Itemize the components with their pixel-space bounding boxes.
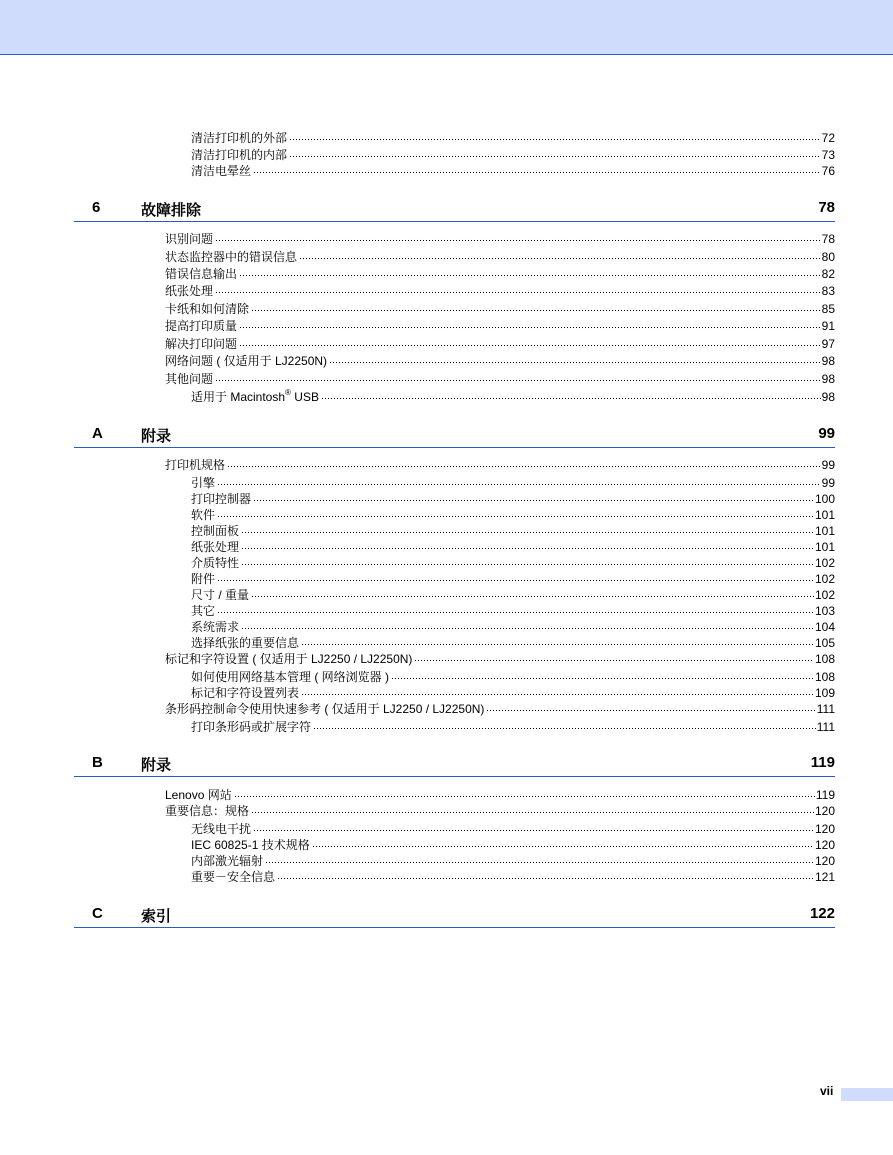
toc-entry[interactable] <box>165 803 835 819</box>
dot-leader <box>251 803 814 815</box>
toc-entry[interactable] <box>191 837 835 853</box>
toc-entry[interactable] <box>165 266 835 282</box>
toc-entry-page: 98 <box>821 390 835 404</box>
toc-entry-page: 102 <box>814 556 835 570</box>
toc-entry-title: 解决打印问题 <box>165 337 238 351</box>
toc-entry-macintosh-usb[interactable] <box>191 389 835 405</box>
toc-entry-title-text: 适用于 Macintosh <box>191 390 286 404</box>
toc-entry-page: 111 <box>816 702 835 716</box>
toc-entry-title <box>191 389 321 405</box>
toc-entry[interactable] <box>165 231 835 247</box>
toc-entry-title: 附件 <box>191 572 216 586</box>
toc-entry-title: IEC 60825-1 技术规格 <box>191 838 310 852</box>
toc-entry[interactable] <box>191 539 835 555</box>
toc-entry-title: 系统需求 <box>191 620 240 634</box>
toc-entry-page: 108 <box>814 670 835 684</box>
toc-entry-page: 99 <box>821 476 835 490</box>
chapter-number: A <box>92 425 103 442</box>
chapter-page: 99 <box>818 425 835 442</box>
toc-entry-title: 识别问题 <box>165 232 214 246</box>
toc-entry[interactable] <box>191 669 835 685</box>
toc-entry-title: 尺寸 / 重量 <box>191 588 250 602</box>
toc-entry-title: 内部激光辐射 <box>191 854 264 868</box>
chapter-heading-6[interactable] <box>74 199 835 222</box>
toc-entry[interactable] <box>191 853 835 869</box>
chapter-page: 78 <box>818 199 835 216</box>
chapter-heading-a[interactable] <box>74 425 835 448</box>
chapter-title: 附录 <box>141 428 172 445</box>
toc-entry[interactable] <box>191 869 835 885</box>
toc-entry-title: 标记和字符设置 ( 仅适用于 LJ2250 / LJ2250N) <box>165 652 413 666</box>
dot-leader <box>241 619 814 631</box>
toc-entry-page: 121 <box>814 870 835 884</box>
toc-entry[interactable] <box>191 507 835 523</box>
dot-leader <box>239 318 821 330</box>
toc-entry-title: Lenovo 网站 <box>165 788 232 802</box>
dot-leader <box>253 821 814 833</box>
dot-leader <box>329 353 821 365</box>
toc-entry-title: 打印控制器 <box>191 492 252 506</box>
toc-entry[interactable] <box>191 821 835 837</box>
toc-entry-clean-exterior[interactable] <box>191 130 835 146</box>
toc-entry-title: 重要信息：规格 <box>165 804 250 818</box>
dot-leader <box>253 491 814 503</box>
dot-leader <box>299 249 821 261</box>
toc-entry[interactable] <box>191 719 835 735</box>
toc-entry-title: 纸张处理 <box>191 540 240 554</box>
toc-entry-page: 120 <box>814 854 835 868</box>
toc-entry[interactable] <box>165 651 835 667</box>
dot-leader <box>217 603 814 615</box>
toc-entry-title: 其他问题 <box>165 372 214 386</box>
chapter-number: B <box>92 754 103 771</box>
dot-leader <box>301 635 814 647</box>
toc-entry-page: 98 <box>821 372 835 386</box>
dot-leader <box>301 685 814 697</box>
toc-entry-title: 重要－安全信息 <box>191 870 276 884</box>
toc-entry-page: 120 <box>814 804 835 818</box>
dot-leader <box>289 130 821 142</box>
toc-entry-title: 打印机规格 <box>165 458 226 472</box>
toc-entry[interactable] <box>165 371 835 387</box>
toc-entry[interactable] <box>165 457 835 473</box>
dot-leader <box>414 651 814 663</box>
toc-entry[interactable] <box>165 249 835 265</box>
toc-entry-page: 104 <box>814 620 835 634</box>
toc-entry-title: 条形码控制命令使用快速参考 ( 仅适用于 LJ2250 / LJ2250N) <box>165 702 485 716</box>
toc-entry-page: 103 <box>814 604 835 618</box>
toc-entry-page: 76 <box>821 164 835 178</box>
toc-entry[interactable] <box>191 571 835 587</box>
toc-entry-title: 网络问题 ( 仅适用于 LJ2250N) <box>165 354 328 368</box>
chapter-heading-b[interactable] <box>74 754 835 777</box>
dot-leader <box>215 231 821 243</box>
dot-leader <box>486 701 815 713</box>
registered-mark: ® <box>285 388 291 397</box>
toc-entry-page: 108 <box>814 652 835 666</box>
chapter-number: 6 <box>92 199 101 216</box>
toc-entry-page: 97 <box>821 337 835 351</box>
toc-entry-page: 82 <box>821 267 835 281</box>
toc-entry-title: 打印条形码或扩展字符 <box>191 720 312 734</box>
toc-entry[interactable] <box>165 701 835 717</box>
dot-leader <box>265 853 814 865</box>
dot-leader <box>217 571 814 583</box>
toc-entry-title: 状态监控器中的错误信息 <box>165 250 298 264</box>
dot-leader <box>217 475 821 487</box>
toc-entry-title: 控制面板 <box>191 524 240 538</box>
toc-entry[interactable] <box>165 301 835 317</box>
toc-entry-page: 102 <box>814 588 835 602</box>
toc-entry-page: 105 <box>814 636 835 650</box>
chapter-title: 附录 <box>141 757 172 774</box>
toc-entry-title: 选择纸张的重要信息 <box>191 636 300 650</box>
toc-entry-title: 其它 <box>191 604 216 618</box>
dot-leader <box>251 301 821 313</box>
dot-leader <box>251 587 814 599</box>
toc-entry-page: 85 <box>821 302 835 316</box>
dot-leader <box>277 869 814 881</box>
toc-entry-title: 标记和字符设置列表 <box>191 686 300 700</box>
toc-entry-page: 119 <box>815 788 835 802</box>
dot-leader <box>241 539 814 551</box>
toc-entry[interactable] <box>191 475 835 491</box>
chapter-page: 119 <box>810 754 835 771</box>
toc-entry-title: 无线电干扰 <box>191 822 252 836</box>
footer-tab <box>841 1088 893 1101</box>
chapter-heading-c[interactable] <box>74 905 835 928</box>
chapter-title: 索引 <box>141 908 172 925</box>
dot-leader <box>321 389 821 401</box>
toc-entry[interactable] <box>165 318 835 334</box>
toc-entry-page: 120 <box>814 822 835 836</box>
toc-entry-page: 73 <box>821 148 835 162</box>
toc-entry-title: 清洁电晕丝 <box>191 164 252 178</box>
dot-leader <box>239 336 821 348</box>
toc-entry[interactable] <box>191 685 835 701</box>
toc-entry-title: 卡纸和如何清除 <box>165 302 250 316</box>
toc-entry[interactable] <box>191 603 835 619</box>
toc-entry-page: 120 <box>814 838 835 852</box>
toc-entry-page: 101 <box>814 540 835 554</box>
chapter-title: 故障排除 <box>141 202 202 219</box>
toc-entry-title: 清洁打印机的外部 <box>191 131 288 145</box>
toc-entry[interactable] <box>165 283 835 299</box>
toc-entry-page: 101 <box>814 524 835 538</box>
toc-entry-page: 78 <box>821 232 835 246</box>
chapter-number: C <box>92 905 103 922</box>
toc-entry[interactable] <box>191 523 835 539</box>
dot-leader <box>313 719 816 731</box>
dot-leader <box>241 555 814 567</box>
toc-entry[interactable] <box>191 491 835 507</box>
toc-entry[interactable] <box>191 587 835 603</box>
dot-leader <box>215 283 821 295</box>
toc-entry-page: 109 <box>814 686 835 700</box>
dot-leader <box>234 787 815 799</box>
toc-entry-title: 如何使用网络基本管理 ( 网络浏览器 ) <box>191 670 389 684</box>
toc-entry-clean-corona-wire[interactable] <box>191 163 835 179</box>
toc-entry-page: 80 <box>821 250 835 264</box>
toc-entry-title: 提高打印质量 <box>165 319 238 333</box>
toc-entry-title: 清洁打印机的内部 <box>191 148 288 162</box>
toc-entry-page: 102 <box>814 572 835 586</box>
toc-entry-clean-interior[interactable] <box>191 147 835 163</box>
dot-leader <box>253 163 821 175</box>
toc-entry-page: 72 <box>821 131 835 145</box>
toc-entry-title: 引擎 <box>191 476 216 490</box>
dot-leader <box>391 669 814 681</box>
toc-entry[interactable] <box>191 635 835 651</box>
dot-leader <box>227 457 821 469</box>
toc-entry-page: 98 <box>821 354 835 368</box>
dot-leader <box>241 523 814 535</box>
toc-entry-page: 91 <box>821 319 835 333</box>
toc-entry-page: 100 <box>814 492 835 506</box>
dot-leader <box>215 371 821 383</box>
toc-entry-page: 99 <box>821 458 835 472</box>
toc-entry-title: 软件 <box>191 508 216 522</box>
toc-entry[interactable] <box>191 619 835 635</box>
dot-leader <box>312 837 814 849</box>
toc-entry-page: 111 <box>816 720 835 734</box>
toc-entry[interactable] <box>165 787 835 803</box>
toc-entry[interactable] <box>165 353 835 369</box>
dot-leader <box>217 507 814 519</box>
toc-entry[interactable] <box>191 555 835 571</box>
toc-entry[interactable] <box>165 336 835 352</box>
toc-entry-title: 纸张处理 <box>165 284 214 298</box>
page-number: vii <box>820 1084 834 1098</box>
toc-entry-title: 介质特性 <box>191 556 240 570</box>
dot-leader <box>239 266 821 278</box>
toc-entry-page: 83 <box>821 284 835 298</box>
toc-entry-title-suffix: USB <box>290 390 319 404</box>
chapter-page: 122 <box>809 905 835 922</box>
toc-entry-title: 错误信息输出 <box>165 267 238 281</box>
toc-entry-page: 101 <box>814 508 835 522</box>
dot-leader <box>289 147 821 159</box>
